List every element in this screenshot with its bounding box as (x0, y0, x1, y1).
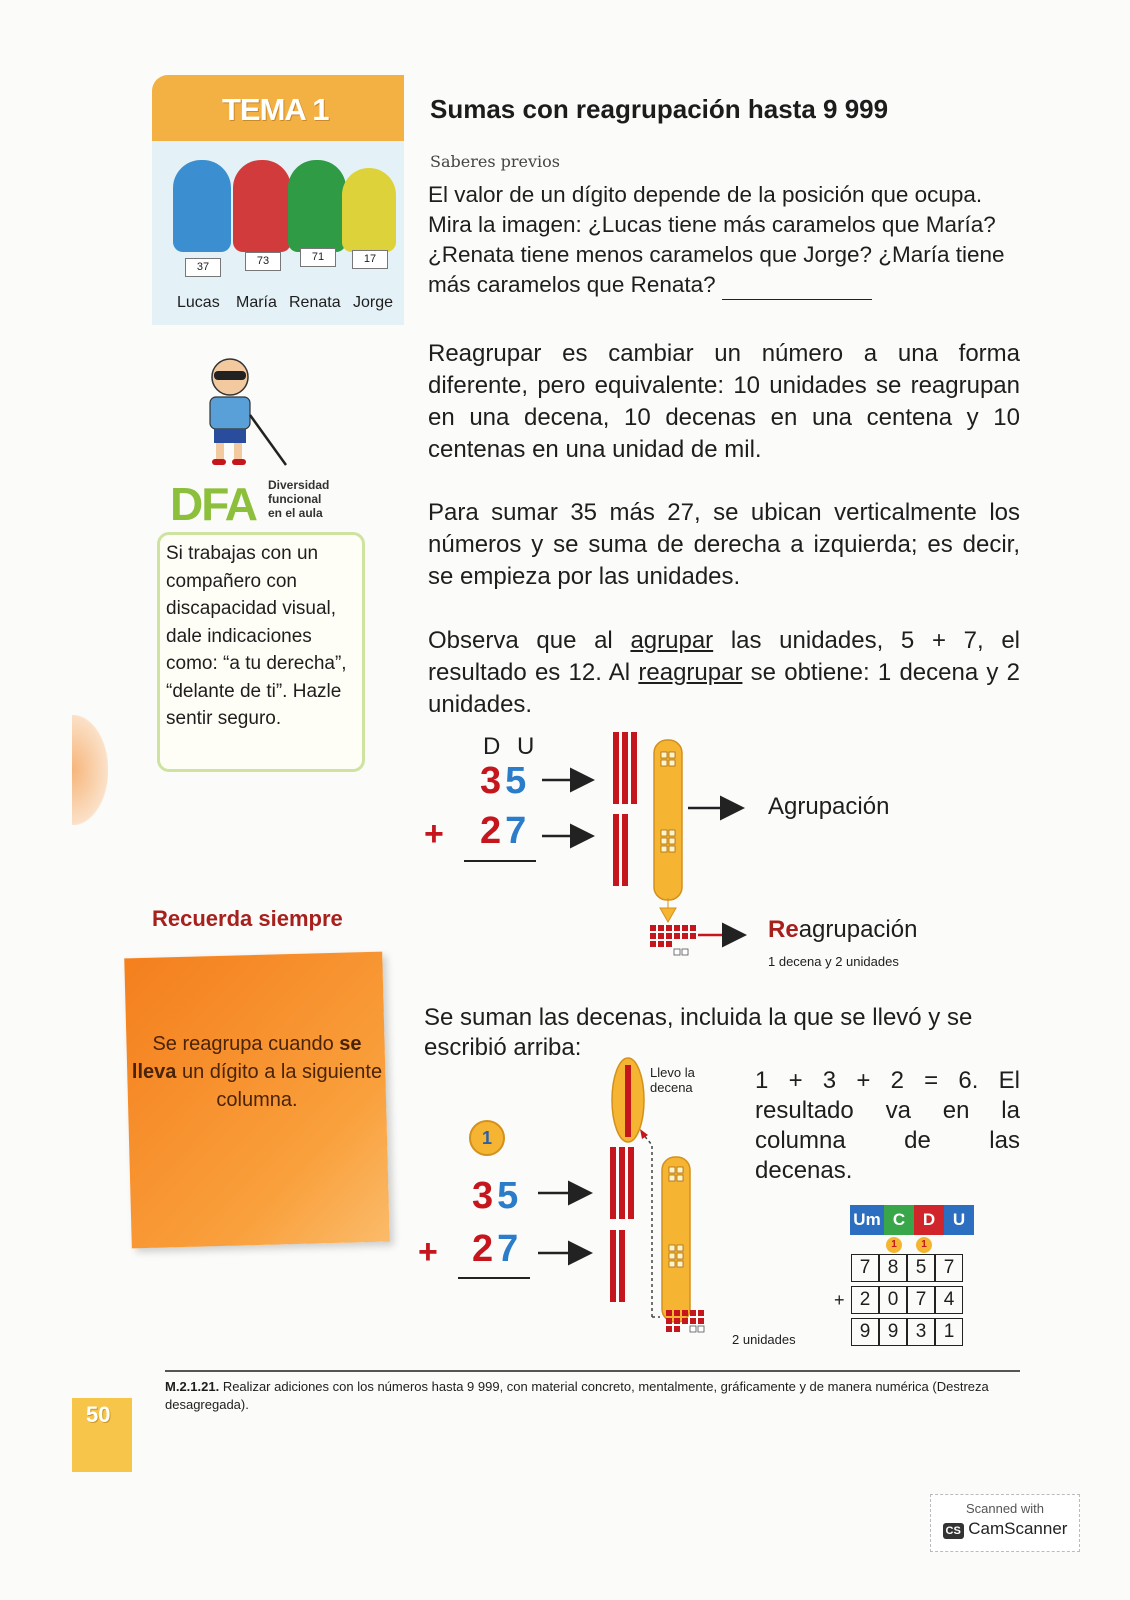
plus-sign: + (418, 1233, 438, 1271)
footer-body: Realizar adiciones con los números hasta 9 999, con material concreto, mentalmente, gráficamente y de manera numérica (Destreza desagregada). (165, 1379, 989, 1412)
note-part: Se reagrupa cuando (152, 1033, 340, 1055)
grid-cell: 7 (907, 1286, 935, 1314)
kid-jorge (342, 168, 396, 265)
kid-name: Renata (289, 294, 341, 311)
place-value-grid (851, 1254, 963, 1346)
kid-sign: 37 (185, 258, 221, 277)
kid-sign: 73 (245, 252, 281, 271)
sticky-note-text (128, 1030, 386, 1114)
units-digit: 5 (505, 760, 531, 802)
carry-digit: 1 (921, 1239, 927, 1250)
reagrupacion-label (768, 916, 917, 944)
header-c: C (884, 1205, 914, 1235)
grid-cell: 8 (879, 1254, 907, 1282)
grid-cell: 5 (907, 1254, 935, 1282)
column-u-label: U (517, 733, 535, 760)
table-plus: + (834, 1290, 845, 1310)
dfa-sub-line: funcional (268, 492, 322, 506)
header-um: Um (850, 1205, 884, 1235)
tens-digit: 3 (480, 760, 506, 802)
kid-maria (233, 160, 291, 267)
note-part: un dígito a la siguiente columna. (176, 1061, 383, 1111)
character-icon (200, 355, 290, 475)
reagrupacion-prefix: Re (768, 916, 799, 943)
footer-code: M.2.1.21. (165, 1379, 220, 1394)
kid-sign: 71 (300, 248, 336, 267)
saberes-text (428, 180, 1018, 300)
kid-figure (342, 168, 396, 252)
units-digit: 5 (497, 1175, 523, 1217)
scanner-line1: Scanned with (965, 1501, 1045, 1516)
plus-sign: + (424, 815, 444, 853)
saberes-body: El valor de un dígito depende de la posición que ocupa. Mira la imagen: ¿Lucas tiene más caramelos que María? ¿Renata tiene menos caramelos que Jorge? ¿María tiene más caramelos que Renata? (428, 182, 1005, 297)
grid-cell: 7 (851, 1254, 879, 1282)
kid-figure (288, 160, 346, 252)
observe-paragraph (428, 625, 1020, 721)
addend-1 (472, 1175, 522, 1218)
grid-cell: 3 (907, 1318, 935, 1346)
agrupar-term: agrupar (630, 627, 714, 654)
result-paragraph: 1 + 3 + 2 = 6. El resultado va en la columna de las decenas. (755, 1067, 1020, 1184)
scanner-line2: CamScanner (968, 1519, 1068, 1538)
page-number: 50 (86, 1402, 111, 1427)
carry-digit: 1 (891, 1239, 897, 1250)
procedure-paragraph: Para sumar 35 más 27, se ubican verticalmente los números y se suma de derecha a izquierda; es decir, se empieza por las unidades. (428, 499, 1020, 590)
addend-2 (480, 810, 530, 853)
grid-cell: 0 (879, 1286, 907, 1314)
carry-badge (916, 1237, 932, 1253)
grid-cell: 9 (879, 1318, 907, 1346)
tens-digit: 2 (480, 810, 506, 852)
tens-digit: 2 (472, 1228, 498, 1270)
units-digit: 7 (505, 810, 531, 852)
kid-name: María (236, 294, 277, 311)
p3-text: se obtiene: 1 decena y 2 unidades. (428, 659, 1020, 718)
page-title: Sumas con reagrupación hasta 9 999 (430, 94, 889, 124)
dfa-sub-line: en el aula (268, 506, 323, 520)
p3-text: las unidades, 5 + 7, el resultado es 12. Al (428, 627, 1020, 686)
page-edge-decoration (72, 715, 108, 825)
grid-cell: 1 (935, 1318, 963, 1346)
sum-line (464, 860, 536, 862)
reagrupar-term: reagrupar (638, 659, 743, 686)
scanner-logo-icon: CS (943, 1523, 964, 1539)
grid-cell: 2 (851, 1286, 879, 1314)
carry-badge (886, 1237, 902, 1253)
grid-cell: 9 (851, 1318, 879, 1346)
llevo-label: Llevo la decena (650, 1065, 695, 1095)
tens-paragraph: Se suman las decenas, incluida la que se llevó y se escribió arriba: (424, 1004, 973, 1061)
column-d-label: D (483, 733, 501, 760)
kid-figure (233, 160, 291, 252)
kid-sign: 17 (352, 250, 388, 269)
agrupacion-diagram (530, 730, 770, 970)
carry-digit: 1 (481, 1128, 492, 1148)
unidades-label: 2 unidades (732, 1332, 796, 1347)
grid-cell: 4 (935, 1286, 963, 1314)
tens-digit: 3 (472, 1175, 498, 1217)
reagrupacion-sub: 1 decena y 2 unidades (768, 954, 899, 969)
kid-renata (288, 160, 346, 263)
dfa-logo: DFA (170, 478, 256, 530)
tema-label: TEMA 1 (222, 92, 329, 127)
note-bold: se lleva (131, 1033, 362, 1083)
addend-1 (480, 760, 530, 803)
saberes-heading: Saberes previos (430, 152, 560, 171)
decenas-diagram (530, 1055, 720, 1350)
kid-name: Jorge (353, 294, 394, 311)
sum-line (458, 1277, 530, 1279)
agrupacion-label: Agrupación (768, 793, 890, 820)
answer-line[interactable] (722, 277, 872, 300)
kid-lucas (173, 160, 231, 273)
header-u: U (944, 1205, 974, 1235)
dfa-subtitle (268, 478, 329, 520)
footer-rule (165, 1370, 1020, 1372)
definition-paragraph: Reagrupar es cambiar un número a una forma diferente, pero equivalente: 10 unidades se reagrupan en una decena, 10 decenas en una centena y 10 centenas en una unidad de mil. (428, 340, 1020, 463)
camscanner-watermark (930, 1494, 1080, 1552)
kid-figure (173, 160, 231, 252)
header-d: D (914, 1205, 944, 1235)
addend-2 (472, 1228, 522, 1271)
units-digit: 7 (497, 1228, 523, 1270)
place-value-table (850, 1205, 974, 1250)
recuerda-heading: Recuerda siempre (152, 906, 343, 931)
reagrupacion-rest: agrupación (798, 916, 918, 943)
dfa-tip-box: Si trabajas con un compañero con discapacidad visual, dale indicaciones como: “a tu derecha”, “delante de ti”. Hazle sentir seguro. (157, 532, 365, 772)
footer-text (165, 1378, 1005, 1414)
carry-circle (469, 1120, 505, 1156)
grid-cell: 7 (935, 1254, 963, 1282)
kid-name: Lucas (177, 294, 220, 311)
dfa-sub-line: Diversidad (268, 478, 330, 492)
p3-text: Observa que al (428, 627, 631, 654)
